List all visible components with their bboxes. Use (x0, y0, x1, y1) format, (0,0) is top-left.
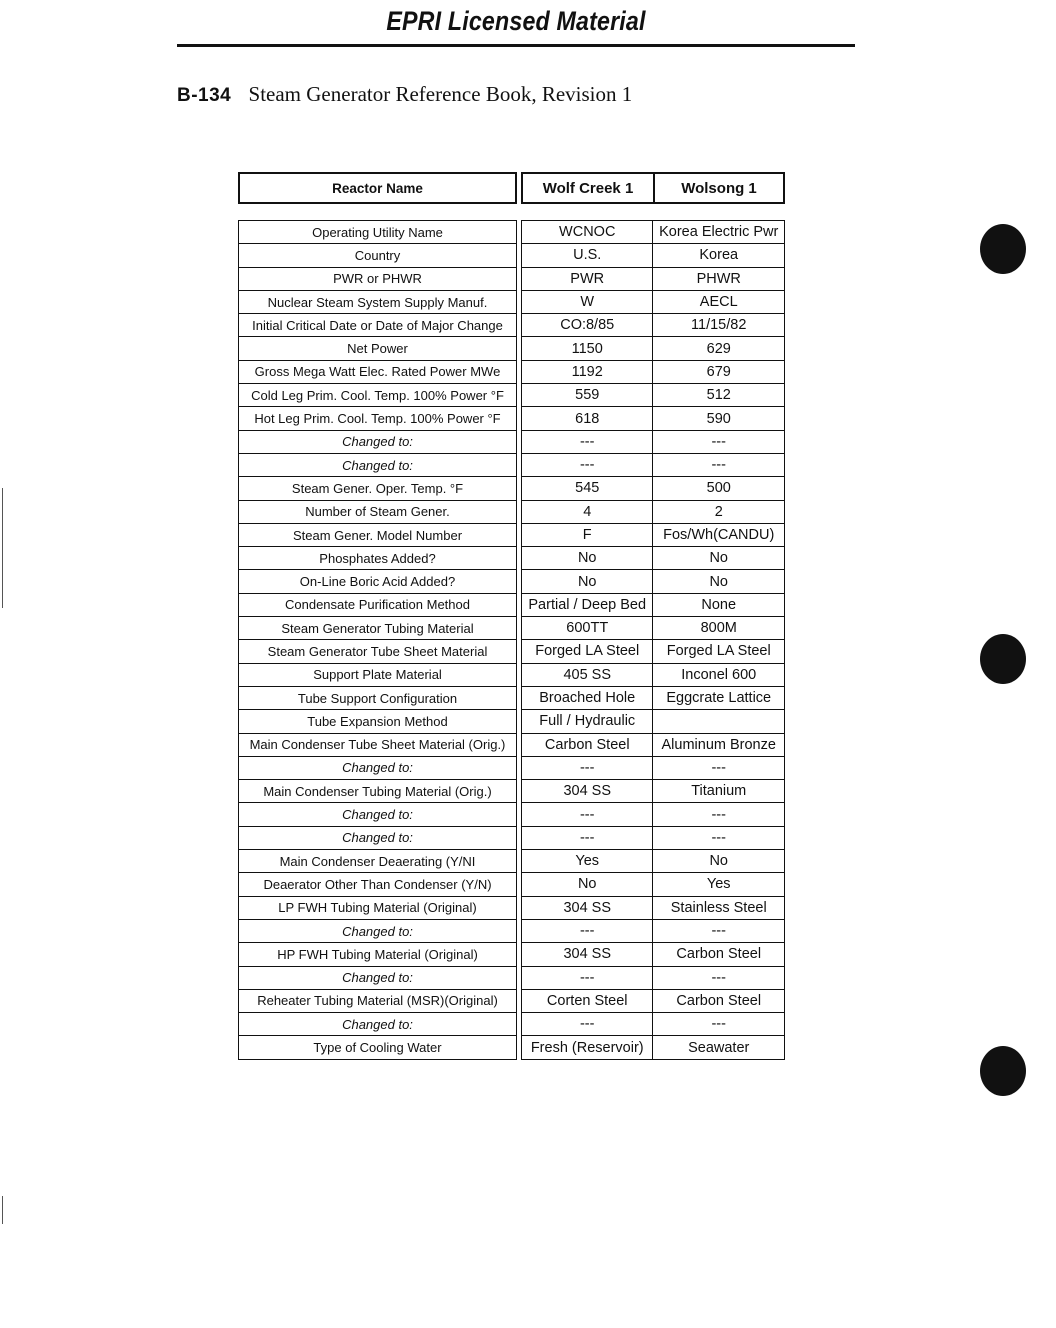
table-row (522, 384, 785, 407)
wolf-creek-value: --- (522, 430, 653, 453)
table-row (239, 710, 517, 733)
table-row (239, 290, 517, 313)
wolsong-value: Carbon Steel (653, 989, 785, 1012)
wolsong-value: Stainless Steel (653, 896, 785, 919)
wolsong-value: Eggcrate Lattice (653, 686, 785, 709)
binder-hole (980, 1046, 1026, 1096)
parameter-label: Nuclear Steam System Supply Manuf. (239, 290, 517, 313)
table-row (522, 850, 785, 873)
wolsong-value: --- (653, 826, 785, 849)
wolsong-value: Titanium (653, 780, 785, 803)
table-row (239, 663, 517, 686)
table-row (239, 523, 517, 546)
table-row (522, 1036, 785, 1059)
wolf-creek-value: 600TT (522, 617, 653, 640)
wolsong-value: --- (653, 803, 785, 826)
table-row (239, 384, 517, 407)
parameter-label: Support Plate Material (239, 663, 517, 686)
wolsong-value: --- (653, 430, 785, 453)
reactor-name-header (238, 172, 517, 204)
parameter-label: Changed to: (239, 803, 517, 826)
wolf-creek-value: --- (522, 826, 653, 849)
table-row (522, 477, 785, 500)
parameter-label: Net Power (239, 337, 517, 360)
table-row (522, 710, 785, 733)
wolf-creek-value: No (522, 873, 653, 896)
table-row (239, 360, 517, 383)
parameter-names-table (238, 220, 517, 1060)
parameter-label: Country (239, 244, 517, 267)
wolsong-value: Seawater (653, 1036, 785, 1059)
parameter-label: Phosphates Added? (239, 547, 517, 570)
banner-rule (177, 44, 855, 47)
wolsong-value: Forged LA Steel (653, 640, 785, 663)
parameter-label: Changed to: (239, 966, 517, 989)
wolsong-value: Inconel 600 (653, 663, 785, 686)
table-row (239, 943, 517, 966)
licensed-material-banner: EPRI Licensed Material (386, 6, 646, 36)
table-row (239, 873, 517, 896)
plant-2-header: Wolsong 1 (681, 179, 757, 197)
wolf-creek-value: No (522, 547, 653, 570)
plant-1-header: Wolf Creek 1 (523, 174, 655, 202)
table-row (239, 477, 517, 500)
wolf-creek-value: No (522, 570, 653, 593)
parameter-label: PWR or PHWR (239, 267, 517, 290)
parameter-label: Main Condenser Tube Sheet Material (Orig.) (239, 733, 517, 756)
parameter-label: Operating Utility Name (239, 221, 517, 244)
parameter-label: Steam Generator Tubing Material (239, 617, 517, 640)
table-row (522, 617, 785, 640)
wolf-creek-value: 405 SS (522, 663, 653, 686)
parameter-label: Steam Gener. Model Number (239, 523, 517, 546)
table-row (522, 896, 785, 919)
book-title: Steam Generator Reference Book, Revision 1 (248, 82, 633, 106)
wolf-creek-value: F (522, 523, 653, 546)
table-row (239, 244, 517, 267)
table-row (239, 430, 517, 453)
binder-hole (980, 224, 1026, 274)
wolsong-value (653, 710, 785, 733)
table-row (239, 221, 517, 244)
wolf-creek-value: 545 (522, 477, 653, 500)
binder-hole (980, 634, 1026, 684)
table-row (522, 337, 785, 360)
wolf-creek-value: --- (522, 966, 653, 989)
table-row (239, 733, 517, 756)
wolf-creek-value: Forged LA Steel (522, 640, 653, 663)
table-row (522, 547, 785, 570)
table-row (239, 500, 517, 523)
parameter-label: Main Condenser Deaerating (Y/NI (239, 850, 517, 873)
wolf-creek-value: Fresh (Reservoir) (522, 1036, 653, 1059)
table-row (522, 943, 785, 966)
wolsong-value: 629 (653, 337, 785, 360)
parameter-label: Reheater Tubing Material (MSR)(Original) (239, 989, 517, 1012)
parameter-label: Gross Mega Watt Elec. Rated Power MWe (239, 360, 517, 383)
table-row (522, 221, 785, 244)
table-row (239, 617, 517, 640)
wolsong-value: No (653, 547, 785, 570)
table-row (239, 803, 517, 826)
wolf-creek-value: Full / Hydraulic (522, 710, 653, 733)
wolf-creek-value: U.S. (522, 244, 653, 267)
plant-names-header (521, 172, 785, 204)
table-row (239, 547, 517, 570)
wolf-creek-value: 618 (522, 407, 653, 430)
parameter-label: Initial Critical Date or Date of Major Change (239, 314, 517, 337)
wolsong-value: Korea Electric Pwr (653, 221, 785, 244)
table-row (522, 873, 785, 896)
table-row (239, 966, 517, 989)
wolf-creek-value: WCNOC (522, 221, 653, 244)
table-row (239, 686, 517, 709)
wolf-creek-value: --- (522, 453, 653, 476)
wolsong-value: Korea (653, 244, 785, 267)
table-row (239, 337, 517, 360)
table-row (239, 826, 517, 849)
wolsong-value: --- (653, 756, 785, 779)
wolf-creek-value: Partial / Deep Bed (522, 593, 653, 616)
table-row (239, 570, 517, 593)
table-row (239, 267, 517, 290)
table-row (239, 919, 517, 942)
parameter-label: Hot Leg Prim. Cool. Temp. 100% Power °F (239, 407, 517, 430)
parameter-label: Cold Leg Prim. Cool. Temp. 100% Power °F (239, 384, 517, 407)
table-row (522, 966, 785, 989)
table-row (522, 593, 785, 616)
wolsong-value: 11/15/82 (653, 314, 785, 337)
page-number: B-134 (177, 85, 232, 106)
wolf-creek-value: Yes (522, 850, 653, 873)
wolsong-value: Aluminum Bronze (653, 733, 785, 756)
parameter-label: Deaerator Other Than Condenser (Y/N) (239, 873, 517, 896)
table-row (522, 756, 785, 779)
parameter-label: Steam Gener. Oper. Temp. °F (239, 477, 517, 500)
table-row (522, 360, 785, 383)
wolf-creek-value: CO:8/85 (522, 314, 653, 337)
wolsong-value: No (653, 850, 785, 873)
table-row (239, 593, 517, 616)
parameter-label: HP FWH Tubing Material (Original) (239, 943, 517, 966)
wolsong-value: --- (653, 1013, 785, 1036)
table-row (522, 453, 785, 476)
wolsong-value: --- (653, 453, 785, 476)
wolsong-value: Carbon Steel (653, 943, 785, 966)
wolsong-value: Yes (653, 873, 785, 896)
wolsong-value: 679 (653, 360, 785, 383)
wolsong-value: PHWR (653, 267, 785, 290)
table-row (522, 267, 785, 290)
table-row (522, 640, 785, 663)
parameter-label: Tube Support Configuration (239, 686, 517, 709)
wolf-creek-value: Corten Steel (522, 989, 653, 1012)
wolsong-value: None (653, 593, 785, 616)
reactor-name-header-label: Reactor Name (332, 180, 423, 196)
table-row (522, 919, 785, 942)
table-row (522, 500, 785, 523)
parameter-label: Changed to: (239, 1013, 517, 1036)
table-row (522, 407, 785, 430)
table-row (239, 896, 517, 919)
wolf-creek-value: --- (522, 1013, 653, 1036)
parameter-label: Changed to: (239, 919, 517, 942)
table-row (239, 989, 517, 1012)
table-row (239, 850, 517, 873)
table-row (522, 244, 785, 267)
table-row (239, 756, 517, 779)
wolf-creek-value: PWR (522, 267, 653, 290)
parameter-label: Main Condenser Tubing Material (Orig.) (239, 780, 517, 803)
table-row (522, 989, 785, 1012)
table-row (239, 1013, 517, 1036)
parameter-label: Condensate Purification Method (239, 593, 517, 616)
page-header (177, 82, 632, 107)
wolf-creek-value: Carbon Steel (522, 733, 653, 756)
wolf-creek-value: 4 (522, 500, 653, 523)
table-row (522, 826, 785, 849)
scan-margin-line (2, 1196, 3, 1224)
table-row (522, 523, 785, 546)
table-row (522, 570, 785, 593)
table-row (239, 1036, 517, 1059)
parameter-label: Changed to: (239, 430, 517, 453)
parameter-label: LP FWH Tubing Material (Original) (239, 896, 517, 919)
wolsong-value: AECL (653, 290, 785, 313)
scan-margin-line (2, 488, 3, 608)
wolsong-value: 512 (653, 384, 785, 407)
table-row (522, 430, 785, 453)
parameter-label: Tube Expansion Method (239, 710, 517, 733)
wolf-creek-value: Broached Hole (522, 686, 653, 709)
table-row (522, 290, 785, 313)
wolsong-value: Fos/Wh(CANDU) (653, 523, 785, 546)
wolf-creek-value: --- (522, 803, 653, 826)
parameter-label: Changed to: (239, 756, 517, 779)
parameter-label: Changed to: (239, 453, 517, 476)
parameter-label: On-Line Boric Acid Added? (239, 570, 517, 593)
table-row (522, 663, 785, 686)
wolsong-value: --- (653, 919, 785, 942)
table-row (522, 314, 785, 337)
wolf-creek-value: --- (522, 919, 653, 942)
table-row (239, 314, 517, 337)
parameter-values-table (521, 220, 785, 1060)
table-row (239, 407, 517, 430)
wolf-creek-value: 1150 (522, 337, 653, 360)
parameter-label: Changed to: (239, 826, 517, 849)
wolf-creek-value: W (522, 290, 653, 313)
wolsong-value: 2 (653, 500, 785, 523)
wolf-creek-value: 1192 (522, 360, 653, 383)
wolf-creek-value: 304 SS (522, 780, 653, 803)
parameter-label: Steam Generator Tube Sheet Material (239, 640, 517, 663)
table-row (522, 780, 785, 803)
table-row (239, 640, 517, 663)
table-row (522, 733, 785, 756)
wolsong-value: 800M (653, 617, 785, 640)
wolf-creek-value: 304 SS (522, 943, 653, 966)
table-row (239, 780, 517, 803)
table-row (239, 453, 517, 476)
wolf-creek-value: 304 SS (522, 896, 653, 919)
wolsong-value: 500 (653, 477, 785, 500)
wolf-creek-value: 559 (522, 384, 653, 407)
table-row (522, 686, 785, 709)
table-row (522, 1013, 785, 1036)
wolsong-value: No (653, 570, 785, 593)
parameter-label: Number of Steam Gener. (239, 500, 517, 523)
wolsong-value: --- (653, 966, 785, 989)
wolf-creek-value: --- (522, 756, 653, 779)
wolsong-value: 590 (653, 407, 785, 430)
table-row (522, 803, 785, 826)
parameter-label: Type of Cooling Water (239, 1036, 517, 1059)
